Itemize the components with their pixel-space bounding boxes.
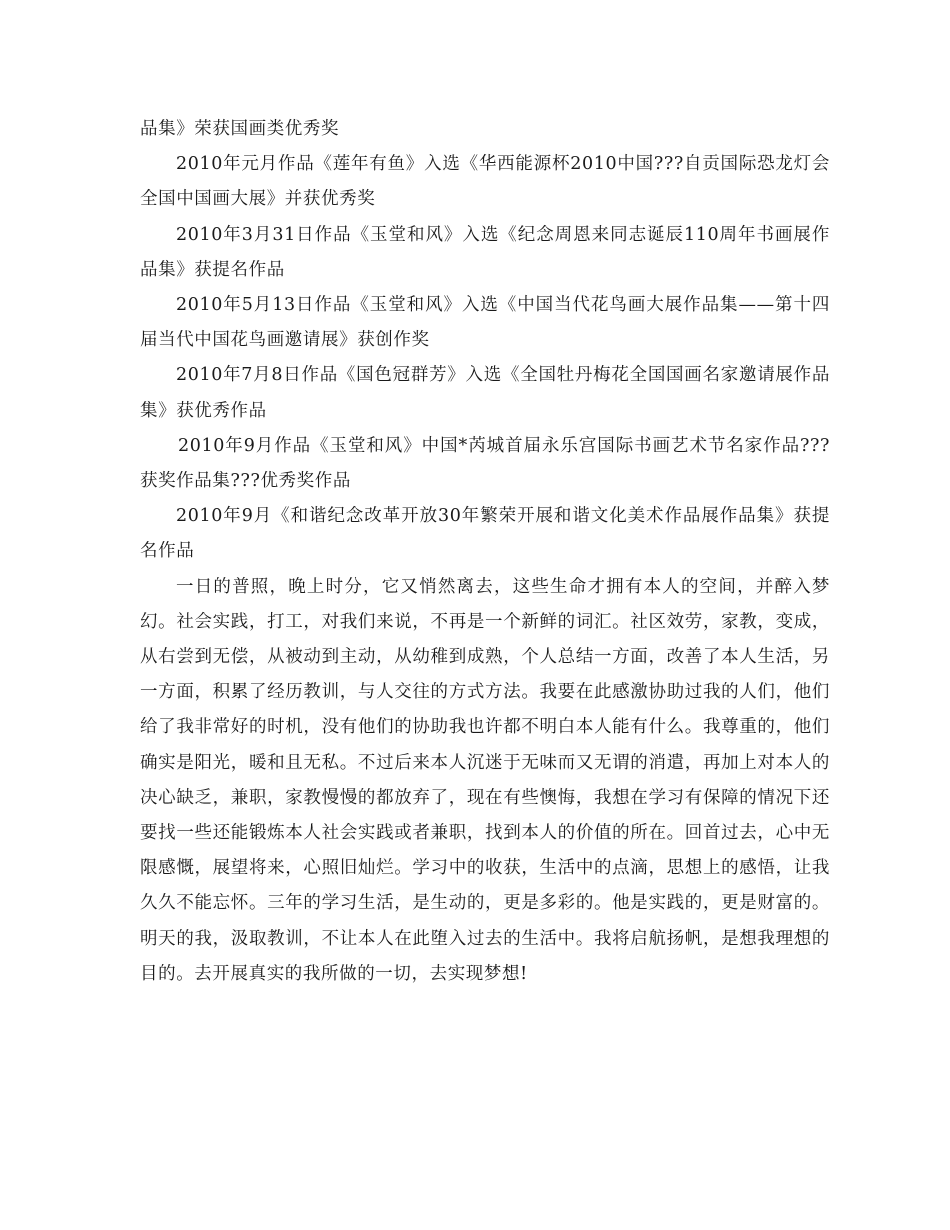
paragraph-award-2010-07: 2010年7月8日作品《国色冠群芳》入选《全国牡丹梅花全国国画名家邀请展作品集》获优秀作品	[140, 365, 830, 421]
paragraph-award-2010-05: 2010年5月13日作品《玉堂和风》入选《中国当代花鸟画大展作品集——第十四届当代中国花鸟画邀请展》获创作奖	[140, 295, 830, 351]
paragraph-continuation: 品集》荣获国画类优秀奖	[140, 119, 340, 139]
paragraph-reflection: 一日的普照，晚上时分，它又悄然离去，这些生命才拥有本人的空间，并醉入梦幻。社会实践，打工，对我们来说，不再是一个新鲜的词汇。社区效劳，家教，变成，从右尝到无偿，从被动到主动，从幼稚到成熟，个人总结一方面，改善了本人生活，另一方面，积累了经历教训，与人交往的方式方法。我要在此感激协助过我的人们，他们给了我非常好的时机，没有他们的协助我也许都不明白本人能有什么。我尊重的，他们确实是阳光，暖和且无私。不过后来本人沉迷于无味而又无谓的消遣，再加上对本人的决心缺乏，兼职，家教慢慢的都放弃了，现在有些懊悔，我想在学习有保障的情况下还要找一些还能锻炼本人社会实践或者兼职，找到本人的价值的所在。回首过去，心中无限感慨，展望将来，心照旧灿烂。学习中的收获，生活中的点滴，思想上的感悟，让我久久不能忘怀。三年的学习生活，是生动的，更是多彩的。他是实践的，更是财富的。明天的我，汲取教训，不让本人在此堕入过去的生活中。我将启航扬帆，是想我理想的目的。去开展真实的我所做的一切，去实现梦想!	[140, 576, 830, 984]
paragraph-award-2010-01: 2010年元月作品《莲年有鱼》入选《华西能源杯2010中国???自贡国际恐龙灯会全国中国画大展》并获优秀奖	[140, 154, 830, 210]
paragraph-award-2010-09b: 2010年9月《和谐纪念改革开放30年繁荣开展和谐文化美术作品展作品集》获提名作品	[140, 506, 830, 562]
document-body	[140, 112, 830, 992]
paragraph-award-2010-03: 2010年3月31日作品《玉堂和风》入选《纪念周恩来同志诞辰110周年书画展作品集》获提名作品	[140, 224, 830, 280]
paragraph-award-2010-09a: 2010年9月作品《玉堂和风》中国*芮城首届永乐宫国际书画艺术节名家作品???获奖作品集???优秀奖作品	[140, 435, 830, 492]
